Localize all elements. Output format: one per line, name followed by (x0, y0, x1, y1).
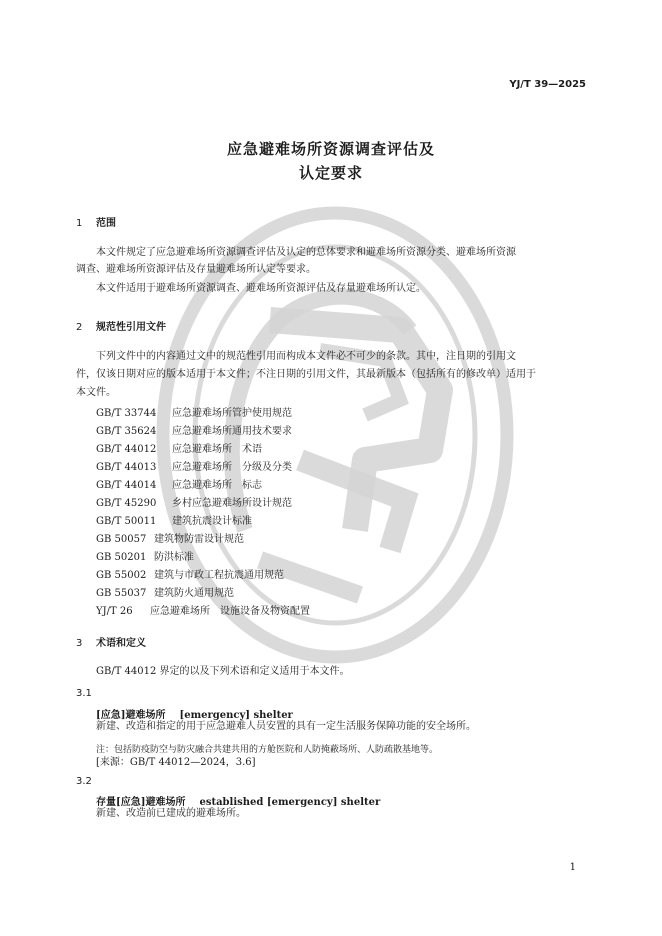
reference-title: 建筑物防雷设计规范 (154, 534, 244, 545)
reference-item (96, 530, 244, 545)
term-note: 注：包括防疫防空与防灾融合共建共用的方舱医院和人防掩蔽场所、人防疏散基地等。 (96, 745, 439, 755)
reference-code: GB/T 33744 (96, 408, 157, 419)
reference-code: GB/T 44013 (96, 462, 157, 473)
paragraph-line: 本文件。 (76, 387, 116, 398)
paragraph-line: 件，仅该日期对应的版本适用于本文件；不注日期的引用文件，其最新版本（包括所有的修改单）适用于 (76, 369, 536, 380)
reference-code: GB/T 50011 (96, 516, 157, 527)
standard-code: YJ/T 39—2025 (509, 79, 586, 90)
reference-item (96, 440, 262, 455)
paragraph-line: 本文件规定了应急避难场所资源调查评估及认定的总体要求和避难场所资源分类、避难场所资源 (96, 247, 516, 258)
section-heading-terms-definitions (76, 634, 146, 649)
section-heading-scope (76, 214, 116, 229)
section-number: 2 (76, 322, 83, 333)
reference-title: 建筑抗震设计标准 (172, 516, 252, 527)
reference-title: 应急避难场所 标志 (172, 480, 262, 491)
section-title: 范围 (96, 218, 116, 229)
reference-title: 应急避难场所 设施设备及物资配置 (150, 606, 310, 617)
document-title-line1: 应急避难场所资源调查评估及 (226, 140, 435, 158)
reference-item (96, 476, 262, 491)
reference-code: GB/T 35624 (96, 426, 157, 437)
reference-code: GB 55037 (96, 588, 147, 599)
reference-item (96, 404, 292, 419)
reference-code: GB 50057 (96, 534, 147, 545)
reference-title: 建筑防火通用规范 (154, 588, 234, 599)
reference-code: GB/T 44012 (96, 444, 157, 455)
reference-title: 防洪标准 (154, 552, 194, 563)
section-title: 术语和定义 (96, 638, 146, 649)
reference-item (96, 566, 284, 581)
reference-item (96, 494, 292, 509)
reference-code: YJ/T 26 (96, 606, 133, 617)
reference-title: 应急避难场所通用技术要求 (172, 426, 292, 437)
section-heading-normative-references (76, 318, 166, 333)
paragraph-line: 调查、避难场所资源评估及存量避难场所认定等要求。 (76, 264, 316, 275)
reference-title: 乡村应急避难场所设计规范 (172, 498, 292, 509)
reference-title: 应急避难场所管护使用规范 (172, 408, 292, 419)
reference-code: GB/T 44014 (96, 480, 157, 491)
section-title: 规范性引用文件 (96, 322, 166, 333)
reference-item (96, 458, 292, 473)
reference-item (96, 512, 252, 527)
term-chinese: [应急]避难场所 (96, 710, 166, 721)
term-number: 3.1 (76, 688, 92, 699)
term-definition: 新建、改造和指定的用于应急避难人员安置的具有一定生活服务保障功能的安全场所。 (96, 721, 476, 732)
paragraph-line: 下列文件中的内容通过文中的规范性引用而构成本文件必不可少的条款。其中，注日期的引用文 (96, 351, 516, 362)
reference-item (96, 422, 292, 437)
reference-item (96, 602, 310, 617)
term-number: 3.2 (76, 776, 92, 787)
paragraph-line: GB/T 44012 界定的以及下列术语和定义适用于本文件。 (96, 666, 350, 677)
term-source: [来源：GB/T 44012—2024，3.6] (96, 757, 256, 768)
term-definition: 新建、改造前已建成的避难场所。 (96, 808, 246, 819)
reference-code: GB/T 45290 (96, 498, 157, 509)
reference-code: GB 50201 (96, 552, 147, 563)
reference-item (96, 548, 194, 563)
section-number: 1 (76, 218, 83, 229)
page-number: 1 (569, 862, 576, 873)
reference-title: 应急避难场所 术语 (172, 444, 262, 455)
paragraph-line: 本文件适用于避难场所资源调查、避难场所资源评估及存量避难场所认定。 (96, 283, 426, 294)
reference-item (96, 584, 234, 599)
reference-title: 建筑与市政工程抗震通用规范 (154, 570, 284, 581)
section-number: 3 (76, 638, 83, 649)
reference-title: 应急避难场所 分级及分类 (172, 462, 292, 473)
reference-code: GB 55002 (96, 570, 147, 581)
document-title-line2: 认定要求 (298, 164, 363, 182)
term-english: [emergency] shelter (179, 710, 293, 721)
term-english: established [emergency] shelter (199, 797, 381, 808)
term-chinese: 存量[应急]避难场所 (96, 797, 186, 808)
